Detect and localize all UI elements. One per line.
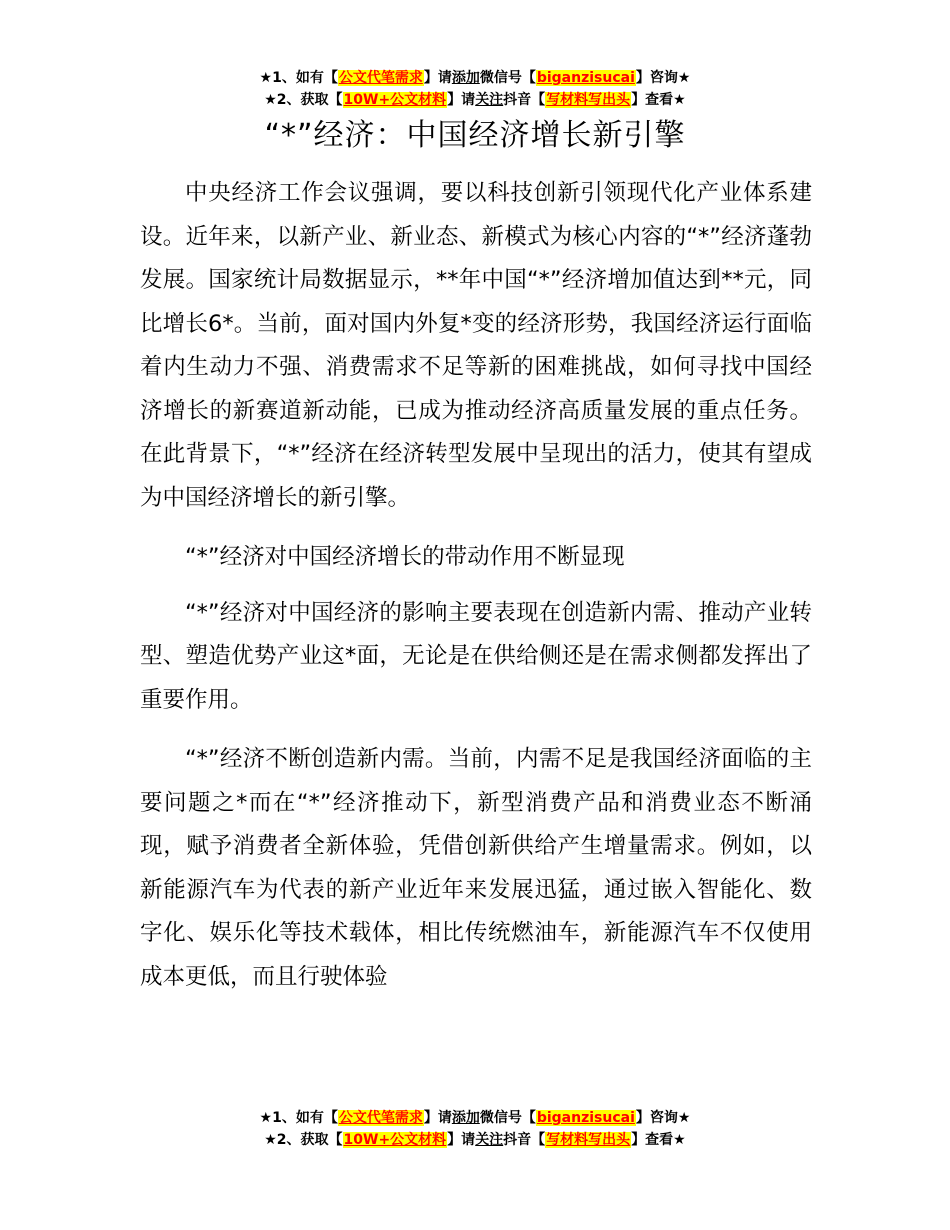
- footer-line-2-underline: 关注: [475, 1132, 504, 1148]
- banner-line-2: [0, 89, 950, 111]
- footer-line-2-suffix: 】查看★: [631, 1132, 686, 1148]
- footer-line-1-middle: 】请: [423, 1110, 452, 1126]
- banner-line-1-suffix: 】咨询★: [635, 70, 691, 86]
- document-title: “*”经济：中国经济增长新引擎: [264, 118, 686, 153]
- footer-highlight-douyin: 写材料写出头: [546, 1132, 631, 1148]
- footer-line-1: [0, 1107, 950, 1129]
- banner-highlight-ghostwriting: 公文代笔需求: [338, 70, 423, 86]
- paragraph-demand: “*”经济不断创造新内需。当前，内需不足是我国经济面临的主要问题之*而在“*”经济推动下，新型消费产品和消费业态不断涌现，赋予消费者全新体验，凭借创新供给产生增量需求。例如，以新能源汽车为代表的新产业近年来发展迅猛，通过嵌入智能化、数字化、娱乐化等技术载体，相比传统燃油车，新能源汽车不仅使用成本更低，而且行驶体验: [140, 746, 812, 990]
- banner-line-1-middle-2: 微信号【: [479, 70, 536, 86]
- banner-line-1: [0, 67, 950, 89]
- footer-highlight-wechat-id: biganzisucai: [536, 1110, 635, 1126]
- footer-line-1-prefix: ★1、如有【: [259, 1110, 338, 1126]
- document-body: [140, 172, 812, 1015]
- footer-banner: [0, 1107, 950, 1151]
- banner-line-1-middle: 】请: [423, 70, 452, 86]
- footer-line-1-suffix: 】咨询★: [635, 1110, 691, 1126]
- footer-line-2-middle: 】请: [447, 1132, 476, 1148]
- banner-line-2-underline: 关注: [475, 92, 504, 108]
- banner-line-2-suffix: 】查看★: [631, 92, 686, 108]
- footer-highlight-materials: 10W+公文材料: [343, 1132, 447, 1148]
- footer-highlight-ghostwriting: 公文代笔需求: [338, 1110, 423, 1126]
- footer-line-1-middle-2: 微信号【: [479, 1110, 536, 1126]
- banner-line-1-underline: 添加: [451, 70, 480, 86]
- header-banner: [0, 67, 950, 111]
- footer-line-1-underline: 添加: [451, 1110, 480, 1126]
- banner-line-2-prefix: ★2、获取【: [264, 92, 343, 108]
- footer-line-2: [0, 1129, 950, 1151]
- footer-line-2-middle-2: 抖音【: [503, 1132, 546, 1148]
- banner-line-2-middle-2: 抖音【: [503, 92, 546, 108]
- banner-line-1-prefix: ★1、如有【: [259, 70, 338, 86]
- paragraph-impact: “*”经济对中国经济的影响主要表现在创造新内需、推动产业转型、塑造优势产业这*面，无论是在供给侧还是在需求侧都发挥出了重要作用。: [140, 599, 812, 713]
- banner-highlight-materials: 10W+公文材料: [343, 92, 447, 108]
- footer-line-2-prefix: ★2、获取【: [264, 1132, 343, 1148]
- banner-highlight-wechat-id: biganzisucai: [536, 70, 635, 86]
- paragraph-intro: 中央经济工作会议强调，要以科技创新引领现代化产业体系建设。近年来，以新产业、新业态、新模式为核心内容的“*”经济蓬勃发展。国家统计局数据显示，**年中国“*”经济增加值达到**元，同比增长6*。当前，面对国内外复*变的经济形势，我国经济运行面临着内生动力不强、消费需求不足等新的困难挑战，如何寻找中国经济增长的新赛道新动能，已成为推动经济高质量发展的重点任务。在此背景下，“*”经济在经济转型发展中呈现出的活力，使其有望成为中国经济增长的新引擎。: [140, 180, 812, 511]
- banner-line-2-middle: 】请: [447, 92, 476, 108]
- banner-highlight-douyin: 写材料写出头: [546, 92, 631, 108]
- section-heading: “*”经济对中国经济增长的带动作用不断显现: [185, 544, 625, 570]
